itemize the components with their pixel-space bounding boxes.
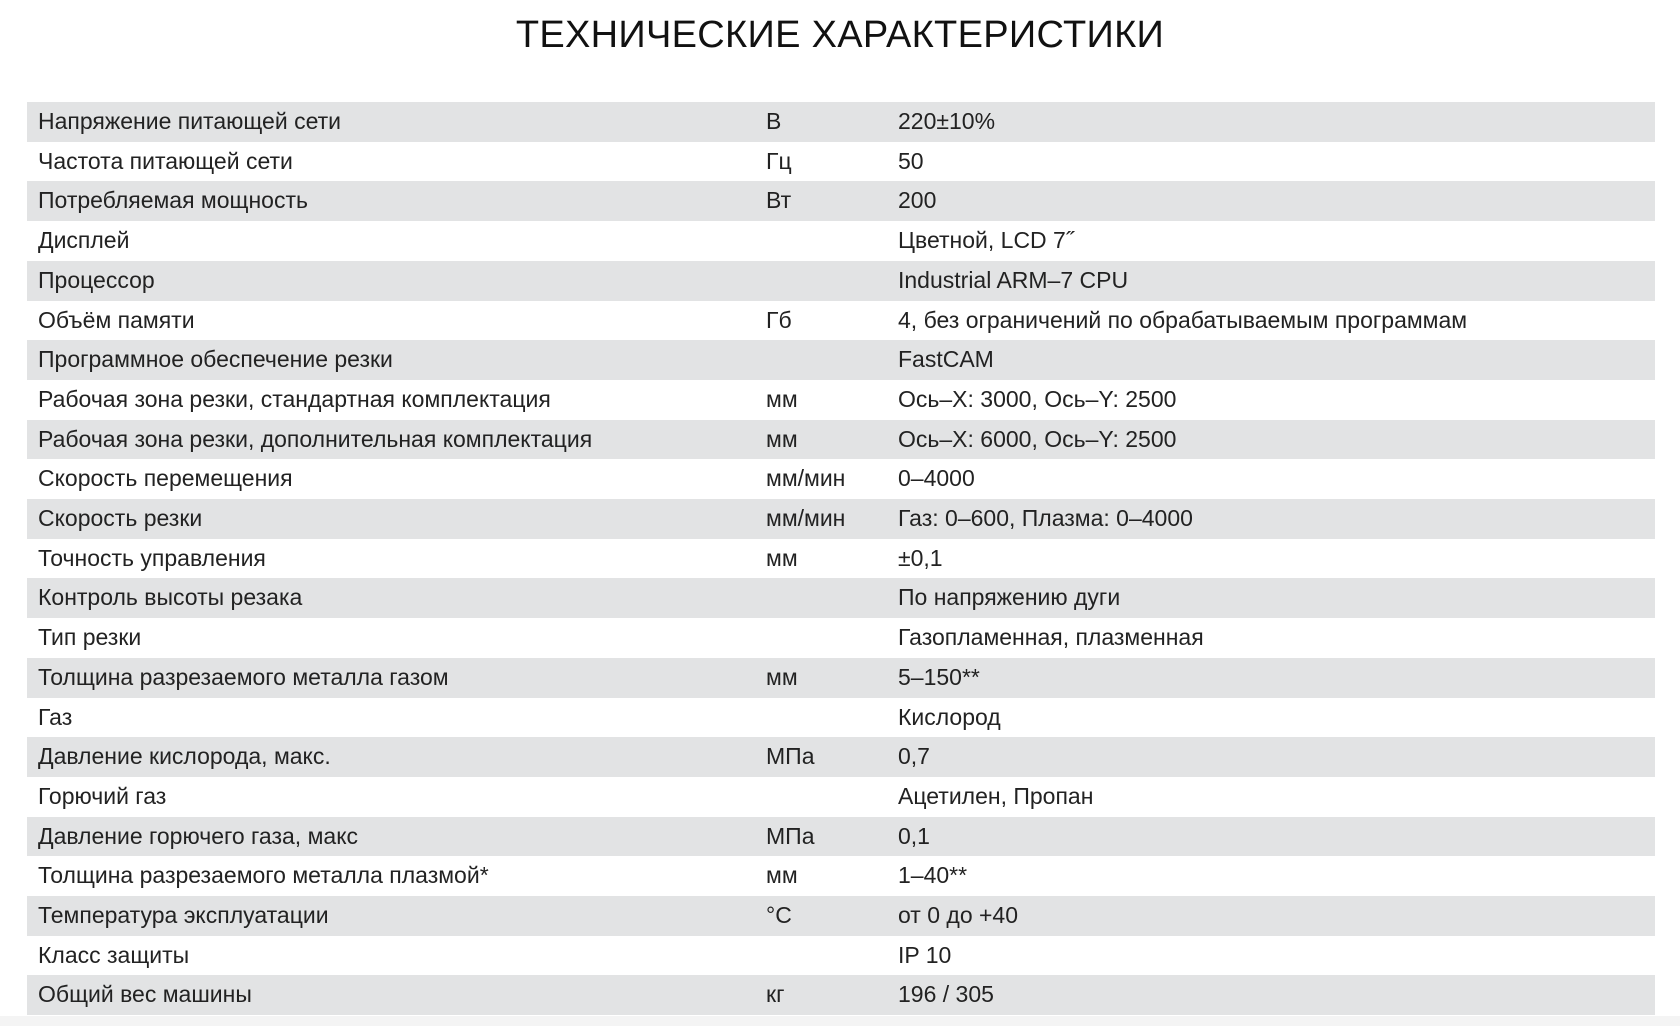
- spec-unit: мм: [755, 658, 887, 698]
- spec-row: [27, 737, 1655, 777]
- spec-row: [27, 301, 1655, 341]
- page-bottom-edge: [0, 1016, 1680, 1026]
- spec-unit: мм: [755, 420, 887, 460]
- spec-unit: МПа: [755, 737, 887, 777]
- spec-parameter: Точность управления: [27, 539, 755, 579]
- spec-value: 0,7: [887, 737, 1655, 777]
- spec-parameter: Частота питающей сети: [27, 142, 755, 182]
- spec-parameter: Рабочая зона резки, стандартная комплектация: [27, 380, 755, 420]
- spec-row: [27, 817, 1655, 857]
- spec-unit: [755, 698, 887, 738]
- spec-row: [27, 181, 1655, 221]
- spec-row: [27, 698, 1655, 738]
- spec-parameter: Напряжение питающей сети: [27, 102, 755, 142]
- spec-parameter: Давление горючего газа, макс: [27, 817, 755, 857]
- spec-unit: В: [755, 102, 887, 142]
- spec-parameter: Потребляемая мощность: [27, 181, 755, 221]
- spec-value: 220±10%: [887, 102, 1655, 142]
- spec-row: [27, 102, 1655, 142]
- spec-unit: [755, 221, 887, 261]
- spec-value: Газ: 0–600, Плазма: 0–4000: [887, 499, 1655, 539]
- spec-parameter: Скорость резки: [27, 499, 755, 539]
- specifications-table: [27, 102, 1655, 1015]
- spec-parameter: Давление кислорода, макс.: [27, 737, 755, 777]
- spec-row: [27, 578, 1655, 618]
- spec-unit: °C: [755, 896, 887, 936]
- spec-value: Газопламенная, плазменная: [887, 618, 1655, 658]
- spec-row: [27, 936, 1655, 976]
- spec-unit: мм/мин: [755, 499, 887, 539]
- spec-value: 200: [887, 181, 1655, 221]
- spec-value: 50: [887, 142, 1655, 182]
- spec-unit: мм: [755, 380, 887, 420]
- spec-row: [27, 499, 1655, 539]
- page-title: ТЕХНИЧЕСКИЕ ХАРАКТЕРИСТИКИ: [515, 14, 1165, 56]
- spec-row: [27, 856, 1655, 896]
- spec-parameter: Класс защиты: [27, 936, 755, 976]
- spec-value: Industrial ARM–7 CPU: [887, 261, 1655, 301]
- spec-unit: мм: [755, 856, 887, 896]
- spec-parameter: Скорость перемещения: [27, 459, 755, 499]
- spec-parameter: Контроль высоты резака: [27, 578, 755, 618]
- spec-row: [27, 777, 1655, 817]
- spec-row: [27, 380, 1655, 420]
- spec-parameter: Объём памяти: [27, 301, 755, 341]
- spec-value: 0,1: [887, 817, 1655, 857]
- spec-value: FastCAM: [887, 340, 1655, 380]
- spec-unit: кг: [755, 975, 887, 1015]
- spec-unit: [755, 618, 887, 658]
- spec-unit: мм/мин: [755, 459, 887, 499]
- spec-row: [27, 658, 1655, 698]
- spec-value: Ось–X: 6000, Ось–Y: 2500: [887, 420, 1655, 460]
- spec-parameter: Толщина разрезаемого металла газом: [27, 658, 755, 698]
- spec-row: [27, 261, 1655, 301]
- spec-parameter: Температура эксплуатации: [27, 896, 755, 936]
- spec-value: ±0,1: [887, 539, 1655, 579]
- spec-parameter: Тип резки: [27, 618, 755, 658]
- spec-row: [27, 896, 1655, 936]
- spec-row: [27, 975, 1655, 1015]
- spec-value: Ось–X: 3000, Ось–Y: 2500: [887, 380, 1655, 420]
- spec-unit: [755, 777, 887, 817]
- spec-value: 4, без ограничений по обрабатываемым программам: [887, 301, 1655, 341]
- spec-value: Цветной, LCD 7˝: [887, 221, 1655, 261]
- spec-value: 0–4000: [887, 459, 1655, 499]
- spec-value: 1–40**: [887, 856, 1655, 896]
- spec-row: [27, 539, 1655, 579]
- spec-value: По напряжению дуги: [887, 578, 1655, 618]
- spec-row: [27, 420, 1655, 460]
- spec-unit: [755, 340, 887, 380]
- spec-value: IP 10: [887, 936, 1655, 976]
- spec-unit: Гб: [755, 301, 887, 341]
- spec-parameter: Горючий газ: [27, 777, 755, 817]
- spec-value: 5–150**: [887, 658, 1655, 698]
- spec-row: [27, 221, 1655, 261]
- spec-parameter: Толщина разрезаемого металла плазмой*: [27, 856, 755, 896]
- spec-unit: МПа: [755, 817, 887, 857]
- spec-parameter: Рабочая зона резки, дополнительная комплектация: [27, 420, 755, 460]
- spec-unit: Гц: [755, 142, 887, 182]
- spec-parameter: Общий вес машины: [27, 975, 755, 1015]
- spec-value: от 0 до +40: [887, 896, 1655, 936]
- spec-parameter: Программное обеспечение резки: [27, 340, 755, 380]
- spec-row: [27, 618, 1655, 658]
- spec-value: Кислород: [887, 698, 1655, 738]
- spec-parameter: Процессор: [27, 261, 755, 301]
- spec-parameter: Газ: [27, 698, 755, 738]
- spec-unit: [755, 578, 887, 618]
- spec-unit: Вт: [755, 181, 887, 221]
- spec-row: [27, 459, 1655, 499]
- spec-unit: [755, 936, 887, 976]
- spec-row: [27, 142, 1655, 182]
- spec-row: [27, 340, 1655, 380]
- spec-parameter: Дисплей: [27, 221, 755, 261]
- spec-value: Ацетилен, Пропан: [887, 777, 1655, 817]
- spec-value: 196 / 305: [887, 975, 1655, 1015]
- spec-unit: мм: [755, 539, 887, 579]
- spec-unit: [755, 261, 887, 301]
